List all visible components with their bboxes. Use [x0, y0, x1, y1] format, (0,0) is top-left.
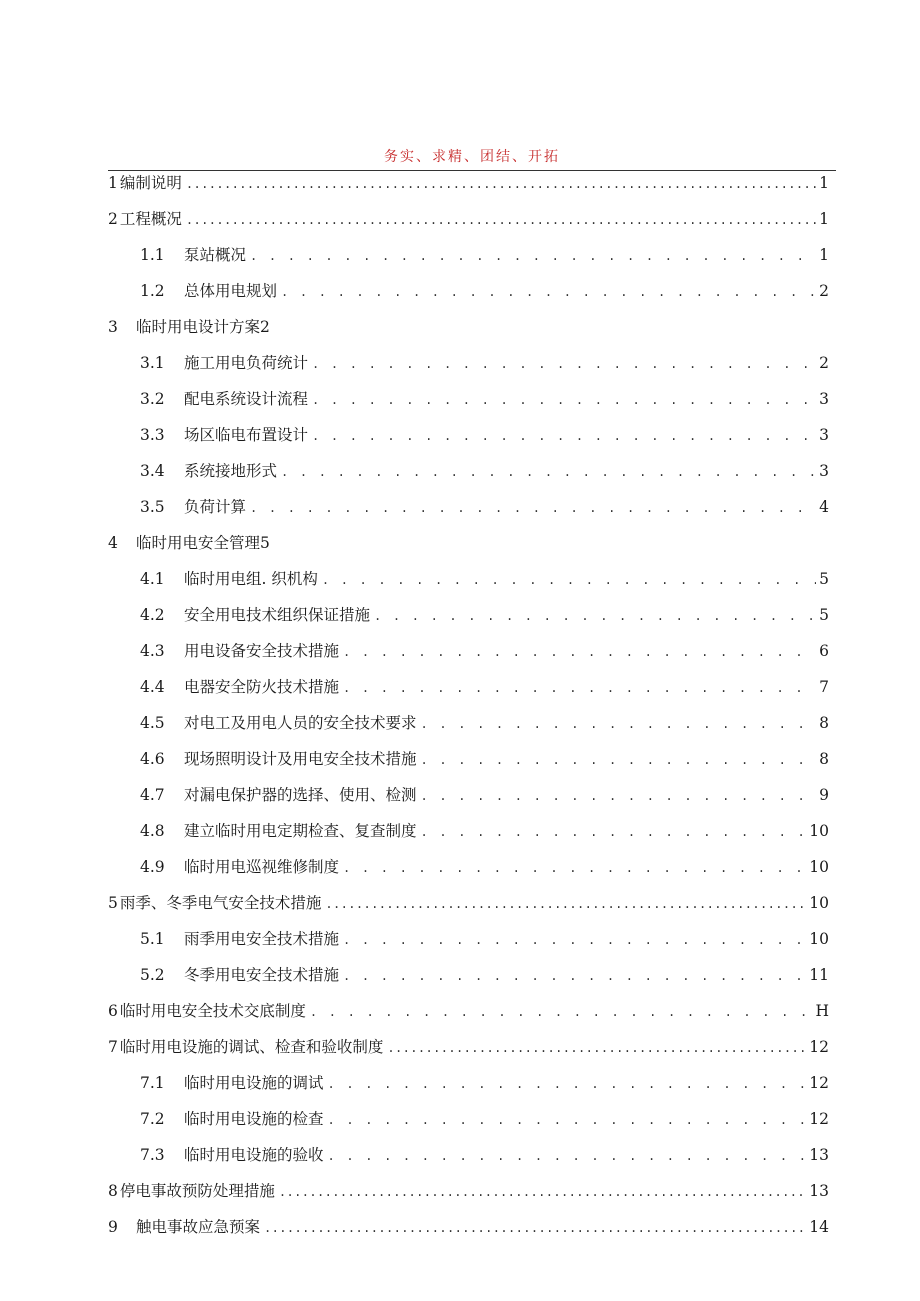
toc-entry[interactable]	[108, 963, 829, 999]
toc-entry-title: 临时用电设计方案2	[136, 318, 270, 336]
toc-entry-page-number: 2	[819, 354, 829, 372]
toc-dot-leader	[325, 892, 806, 916]
toc-entry-number: 3.3	[140, 426, 165, 444]
toc-entry-title: 工程概况	[119, 210, 182, 228]
toc-entry-page-number: 10	[809, 930, 829, 948]
toc-entry-number: 4.3	[140, 642, 165, 660]
toc-entry-title: 施工用电负荷统计	[184, 354, 309, 372]
toc-entry[interactable]	[108, 675, 829, 711]
toc-dot-leader	[322, 568, 816, 592]
toc-entry-title: 临时用电设施的检查	[184, 1110, 324, 1128]
toc-entry-title: 安全用电技术组织保证措施	[184, 606, 371, 624]
toc-entry-page-number: 9	[819, 786, 829, 804]
toc-entry[interactable]	[108, 495, 829, 531]
toc-entry-page-number: 1	[819, 210, 829, 228]
toc-dot-leader	[328, 1072, 807, 1096]
toc-entry-title: 临时用电安全管理5	[136, 534, 270, 552]
toc-entry-number: 5	[108, 894, 118, 912]
toc-entry-page-number: 3	[819, 390, 829, 408]
toc-entry[interactable]	[108, 459, 829, 495]
toc-entry-number: 9	[108, 1218, 118, 1236]
toc-entry[interactable]	[108, 171, 829, 207]
toc-entry-title: 建立临时用电定期检查、复查制度	[184, 822, 417, 840]
toc-dot-leader	[250, 496, 816, 520]
toc-entry-page-number: 6	[819, 642, 829, 660]
toc-entry[interactable]	[108, 1215, 829, 1251]
toc-entry-number: 2	[108, 210, 118, 228]
toc-dot-leader	[279, 1180, 806, 1204]
toc-entry-title: 停电事故预防处理措施	[119, 1182, 275, 1200]
toc-entry-number: 3.4	[140, 462, 165, 480]
toc-entry-number: 4.2	[140, 606, 165, 624]
toc-entry-page-number: 5	[819, 570, 829, 588]
toc-dot-leader	[343, 640, 816, 664]
toc-entry[interactable]	[108, 1179, 829, 1215]
toc-entry-title: 雨季、冬季电气安全技术措施	[119, 894, 322, 912]
toc-entry-page-number: 12	[809, 1038, 829, 1056]
toc-entry-title: 用电设备安全技术措施	[184, 642, 340, 660]
toc-dot-leader	[387, 1036, 806, 1060]
toc-entry-page-number: 11	[809, 966, 829, 984]
toc-entry-number: 5.1	[140, 930, 165, 948]
toc-entry-title: 对漏电保护器的选择、使用、检测	[184, 786, 417, 804]
toc-dot-leader	[328, 1144, 807, 1168]
toc-entry-number: 6	[108, 1002, 118, 1020]
toc-entry-number: 4.7	[140, 786, 165, 804]
toc-entry[interactable]	[108, 783, 829, 819]
toc-entry-page-number: 3	[819, 462, 829, 480]
toc-entry-number: 8	[108, 1182, 118, 1200]
toc-entry-page-number: 13	[809, 1182, 829, 1200]
toc-entry-number: 7.1	[140, 1074, 165, 1092]
toc-entry[interactable]	[108, 351, 829, 387]
toc-entry[interactable]	[108, 423, 829, 459]
toc-entry-title: 临时用电设施的调试、检查和验收制度	[119, 1038, 384, 1056]
page-header	[108, 146, 836, 171]
toc-entry-number: 4.4	[140, 678, 165, 696]
toc-entry-title: 系统接地形式	[184, 462, 278, 480]
toc-entry-number: 4.8	[140, 822, 165, 840]
toc-dot-leader	[421, 712, 817, 736]
toc-entry-number: 7.2	[140, 1110, 165, 1128]
toc-entry[interactable]	[108, 1143, 829, 1179]
toc-entry-page-number: 12	[809, 1074, 829, 1092]
toc-dot-leader	[312, 424, 816, 448]
toc-dot-leader	[186, 208, 816, 232]
toc-entry-number: 3	[108, 318, 118, 336]
toc-entry-number: 4	[108, 534, 118, 552]
toc-entry-title: 泵站概况	[184, 246, 247, 264]
toc-dot-leader	[328, 1108, 807, 1132]
toc-dot-leader	[343, 964, 806, 988]
toc-entry-page-number: 3	[819, 426, 829, 444]
toc-dot-leader	[312, 388, 816, 412]
toc-entry-title: 负荷计算	[184, 498, 247, 516]
toc-entry-page-number: 13	[809, 1146, 829, 1164]
toc-dot-leader	[281, 460, 816, 484]
toc-dot-leader	[310, 1000, 813, 1024]
toc-entry-number: 3.1	[140, 354, 165, 372]
toc-entry[interactable]	[108, 999, 829, 1035]
toc-entry[interactable]	[108, 639, 829, 675]
toc-entry-title: 临时用电设施的验收	[184, 1146, 324, 1164]
toc-dot-leader	[312, 352, 816, 376]
toc-entry-page-number: 1	[819, 174, 829, 192]
toc-entry-title: 临时用电安全技术交底制度	[119, 1002, 306, 1020]
toc-entry-page-number: 5	[819, 606, 829, 624]
toc-entry-page-number: 12	[809, 1110, 829, 1128]
toc-entry-page-number: 1	[819, 246, 829, 264]
toc-dot-leader	[186, 172, 816, 196]
toc-entry-title: 对电工及用电人员的安全技术要求	[184, 714, 417, 732]
toc-entry[interactable]	[108, 1107, 829, 1143]
toc-dot-leader	[264, 1216, 806, 1240]
toc-entry[interactable]	[108, 927, 829, 963]
toc-entry-page-number: 10	[809, 822, 829, 840]
toc-dot-leader	[343, 676, 816, 700]
toc-entry-title: 临时用电设施的调试	[184, 1074, 324, 1092]
table-of-contents	[108, 171, 829, 1251]
toc-dot-leader	[421, 784, 817, 808]
toc-entry-number: 1	[108, 174, 118, 192]
toc-entry[interactable]	[108, 711, 829, 747]
toc-entry-title: 临时用电组. 织机构	[184, 570, 318, 588]
toc-entry[interactable]	[108, 891, 829, 927]
toc-entry-number: 4.9	[140, 858, 165, 876]
toc-entry[interactable]	[108, 747, 829, 783]
toc-entry-number: 1.2	[140, 282, 165, 300]
toc-entry[interactable]	[108, 603, 829, 639]
toc-entry-number: 7	[108, 1038, 118, 1056]
toc-entry-number: 5.2	[140, 966, 165, 984]
toc-entry-page-number: 14	[809, 1218, 829, 1236]
toc-entry[interactable]	[108, 567, 829, 603]
toc-entry-number: 3.5	[140, 498, 165, 516]
toc-entry[interactable]	[108, 531, 829, 567]
toc-dot-leader	[421, 748, 817, 772]
toc-entry-page-number: 10	[809, 858, 829, 876]
toc-entry-title: 场区临电布置设计	[184, 426, 309, 444]
toc-entry[interactable]	[108, 315, 829, 351]
toc-entry-page-number: 8	[819, 750, 829, 768]
toc-entry-title: 配电系统设计流程	[184, 390, 309, 408]
toc-entry-page-number: 2	[819, 282, 829, 300]
toc-entry-number: 1.1	[140, 246, 165, 264]
header-motto: 务实、求精、团结、开拓	[384, 149, 560, 165]
toc-entry-title: 触电事故应急预案	[136, 1218, 261, 1236]
toc-entry[interactable]	[108, 243, 829, 279]
toc-entry-title: 雨季用电安全技术措施	[184, 930, 340, 948]
toc-entry-title: 编制说明	[119, 174, 182, 192]
toc-entry[interactable]	[108, 387, 829, 423]
toc-entry-number: 4.6	[140, 750, 165, 768]
toc-entry-number: 4.1	[140, 570, 165, 588]
toc-entry-title: 电器安全防火技术措施	[184, 678, 340, 696]
toc-entry-title: 冬季用电安全技术措施	[184, 966, 340, 984]
toc-entry-number: 3.2	[140, 390, 165, 408]
toc-entry-number: 4.5	[140, 714, 165, 732]
toc-entry[interactable]	[108, 1071, 829, 1107]
toc-entry-page-number: 7	[819, 678, 829, 696]
toc-dot-leader	[421, 820, 807, 844]
toc-entry-title: 临时用电巡视维修制度	[184, 858, 340, 876]
toc-entry-page-number: 4	[819, 498, 829, 516]
toc-dot-leader	[374, 604, 816, 628]
toc-dot-leader	[343, 928, 806, 952]
toc-entry-page-number: 8	[819, 714, 829, 732]
toc-entry[interactable]	[108, 1035, 829, 1071]
toc-entry[interactable]	[108, 207, 829, 243]
toc-entry-title: 总体用电规划	[184, 282, 278, 300]
toc-dot-leader	[281, 280, 816, 304]
toc-entry-title: 现场照明设计及用电安全技术措施	[184, 750, 417, 768]
toc-entry-page-number: 10	[809, 894, 829, 912]
toc-dot-leader	[343, 856, 806, 880]
toc-entry[interactable]	[108, 855, 829, 891]
toc-entry-number: 7.3	[140, 1146, 165, 1164]
toc-dot-leader	[250, 244, 816, 268]
toc-entry[interactable]	[108, 279, 829, 315]
toc-entry[interactable]	[108, 819, 829, 855]
toc-entry-page-number: H	[815, 1002, 829, 1020]
